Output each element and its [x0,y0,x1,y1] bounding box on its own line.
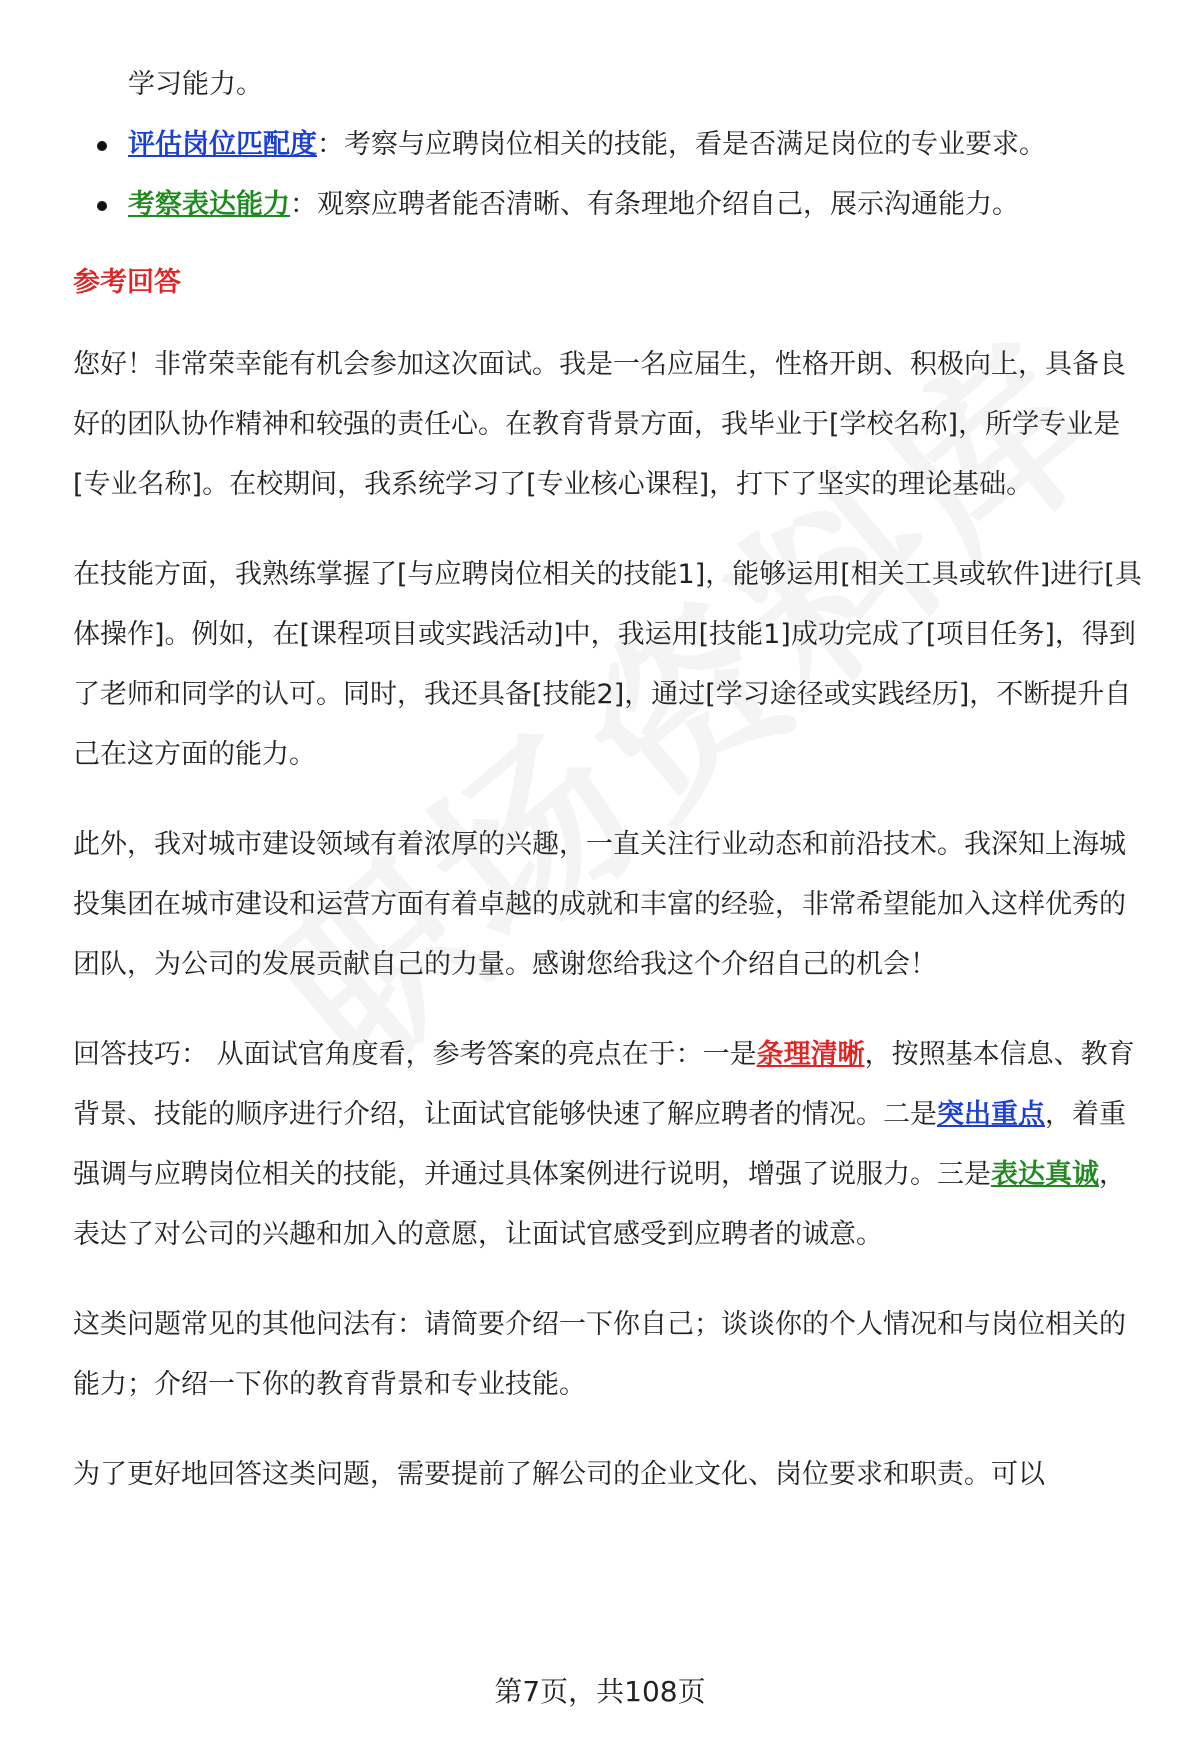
tips-paragraph [73,1025,1148,1265]
tips-text: ，着重强调与应聘岗位相关的技能，并通过具体案例进行说明，增强了说服力。三是 [73,1099,1126,1190]
list-continuation: 学习能力。 [128,69,263,100]
highlight-blue: 突出重点 [937,1099,1045,1130]
bullet-list [73,115,1148,235]
tips-text: ，表达了对公司的兴趣和加入的意愿，让面试官感受到应聘者的诚意。 [73,1159,1126,1250]
page-content [73,55,1148,1535]
bullet-text: ：观察应聘者能否清晰、有条理地介绍自己，展示沟通能力。 [290,189,1019,220]
highlight-red: 条理清晰 [756,1039,865,1070]
tips-text: 回答技巧： 从面试官角度看，参考答案的亮点在于：一是 [73,1039,757,1070]
bullet-term-blue: 评估岗位匹配度 [128,129,317,160]
answer-paragraph-3: 此外，我对城市建设领域有着浓厚的兴趣，一直关注行业动态和前沿技术。我深知上海城投集团在城市建设和运营方面有着卓越的成就和丰富的经验，非常希望能加入这样优秀的团队，为公司的发展贡献自己的力量。感谢您给我这个介绍自己的机会！ [73,829,1126,980]
bullet-text: ：考察与应聘岗位相关的技能，看是否满足岗位的专业要求。 [317,129,1046,160]
page-number: 第7页，共108页 [494,1675,706,1708]
preparation-paragraph: 为了更好地回答这类问题，需要提前了解公司的企业文化、岗位要求和职责。可以 [73,1459,1045,1490]
bullet-term-green: 考察表达能力 [128,189,290,220]
tips-text: ，按照基本信息、教育背景、技能的顺序进行介绍，让面试官能够快速了解应聘者的情况。二是 [73,1039,1135,1130]
answer-paragraph-2: 在技能方面，我熟练掌握了[与应聘岗位相关的技能1]，能够运用[相关工具或软件]进行[具体操作]。例如，在[课程项目或实践活动]中，我运用[技能1]成功完成了[项目任务]，得到了老师和同学的认可。同时，我还具备[技能2]，通过[学习途径或实践经历]，不断提升自己在这方面的能力。 [73,559,1142,770]
list-item [73,115,1148,175]
answer-paragraph-1: 您好！非常荣幸能有机会参加这次面试。我是一名应届生，性格开朗、积极向上，具备良好的团队协作精神和较强的责任心。在教育背景方面，我毕业于[学校名称]，所学专业是[专业名称]。在校期间，我系统学习了[专业核心课程]，打下了坚实的理论基础。 [73,349,1126,500]
highlight-green: 表达真诚 [991,1159,1099,1190]
other-questions-paragraph: 这类问题常见的其他问法有：请简要介绍一下你自己；谈谈你的个人情况和与岗位相关的能力；介绍一下你的教育背景和专业技能。 [73,1309,1126,1400]
list-item [73,175,1148,235]
answer-heading: 参考回答 [73,267,181,298]
